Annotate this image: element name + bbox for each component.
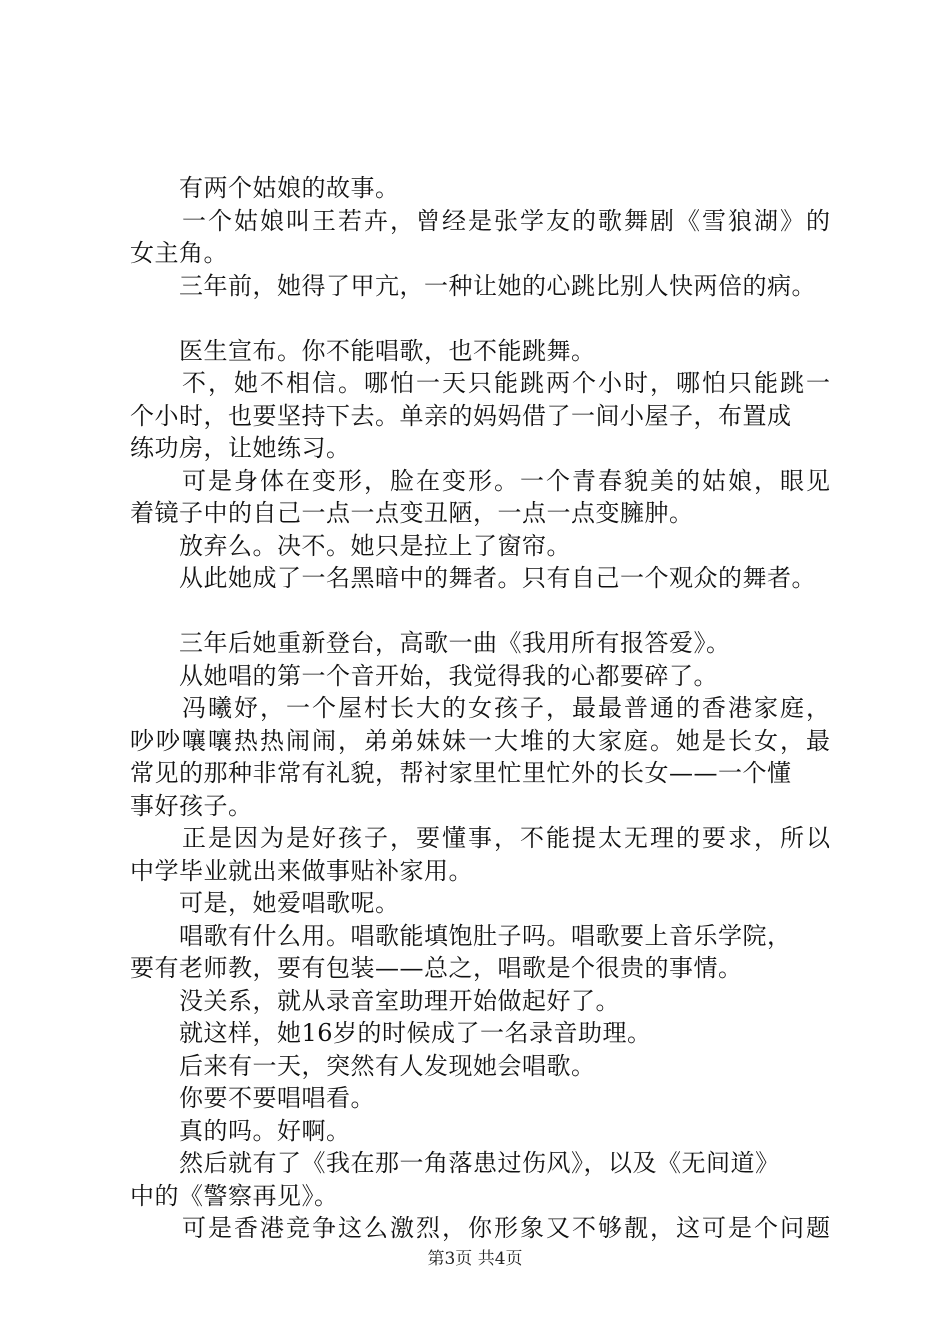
text-line: 你要不要唱唱看。: [130, 1084, 375, 1112]
text-line: 一个姑娘叫王若卉，曾经是张学友的歌舞剧《雪狼湖》的: [130, 206, 832, 235]
text-line: 有两个姑娘的故事。: [130, 174, 400, 202]
text-line: 从她唱的第一个音开始，我觉得我的心都要碎了。: [130, 661, 718, 690]
paragraph-gap: [130, 302, 844, 335]
text-line: 没关系，就从录音室助理开始做起好了。: [130, 986, 620, 1015]
text-line: 三年前，她得了甲亢，一种让她的心跳比别人快两倍的病。: [130, 271, 816, 300]
text-line: 个小时，也要坚持下去。单亲的妈妈借了一间小屋子，布置成: [130, 401, 792, 430]
text-line: 可是，她爱唱歌呢。: [130, 889, 400, 917]
body-text: [130, 172, 844, 1245]
text-line: 可是身体在变形，脸在变形。一个青春貌美的姑娘，眼见: [130, 466, 832, 495]
text-line: 中学毕业就出来做事贴补家用。: [130, 856, 473, 885]
paragraph-gap: [130, 595, 844, 628]
page-number: 第3页 共4页: [427, 1249, 523, 1269]
text-line: 着镜子中的自己一点一点变丑陋，一点一点变臃肿。: [130, 499, 694, 527]
text-line: 后来有一天，突然有人发现她会唱歌。: [130, 1051, 596, 1080]
text-line: 医生宣布。你不能唱歌，也不能跳舞。: [130, 336, 596, 365]
text-line: 从此她成了一名黑暗中的舞者。只有自己一个观众的舞者。: [130, 564, 816, 592]
text-line: 真的吗。好啊。: [130, 1116, 351, 1145]
text-line: 女主角。: [130, 239, 228, 267]
text-line: 不，她不相信。哪怕一天只能跳两个小时，哪怕只能跳一: [130, 369, 832, 397]
text-line: 可是香港竞争这么激烈，你形象又不够靓，这可是个问题: [130, 1214, 832, 1242]
text-line: 唱歌有什么用。唱歌能填饱肚子吗。唱歌要上音乐学院，: [130, 921, 792, 950]
text-line: 要有老师教，要有包装——总之，唱歌是个很贵的事情。: [130, 954, 743, 982]
text-line: 冯曦妤，一个屋村长大的女孩子，最最普通的香港家庭，: [130, 694, 832, 722]
text-line: 吵吵嚷嚷热热闹闹，弟弟妹妹一大堆的大家庭。她是长女，最: [130, 726, 832, 755]
text-line: 中的《警察再见》。: [130, 1181, 339, 1210]
text-line: 放弃么。决不。她只是拉上了窗帘。: [130, 531, 571, 560]
text-line: 正是因为是好孩子，要懂事，不能提太无理的要求，所以: [130, 824, 832, 852]
text-line: 事好孩子。: [130, 791, 253, 820]
text-line: 就这样，她16岁的时候成了一名录音助理。: [130, 1019, 652, 1047]
text-line: 练功房，让她练习。: [130, 434, 351, 462]
text-line: 常见的那种非常有礼貌，帮衬家里忙里忙外的长女——一个懂: [130, 759, 792, 787]
text-line: 三年后她重新登台，高歌一曲《我用所有报答爱》。: [130, 629, 731, 657]
text-line: 然后就有了《我在那一角落患过伤风》，以及《无间道》: [130, 1149, 780, 1177]
